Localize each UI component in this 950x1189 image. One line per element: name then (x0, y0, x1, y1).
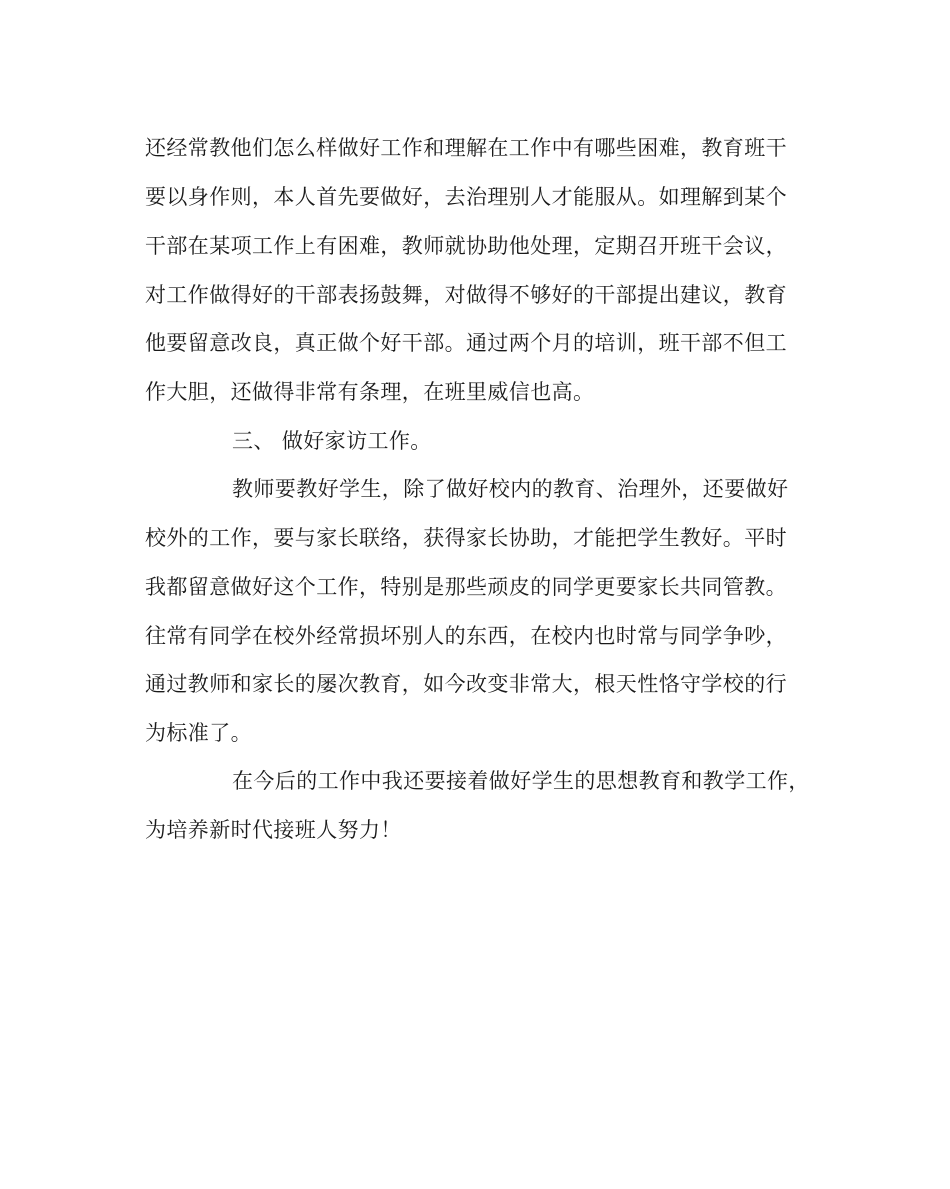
paragraph-line: 通过教师和家长的屡次教育，如今改变非常大，根天性恪守学校的行 (145, 672, 787, 696)
paragraph-line: 校外的工作，要与家长联络，获得家长协助，才能把学生教好。平时 (145, 526, 787, 550)
paragraph-line: 干部在某项工作上有困难，教师就协助他处理，定期召开班干会议， (145, 234, 787, 258)
paragraph-line: 对工作做得好的干部表扬鼓舞，对做得不够好的干部提出建议，教育 (145, 283, 787, 307)
paragraph-line: 教师要教好学生，除了做好校内的教育、治理外，还要做好 (232, 477, 789, 501)
paragraph-line: 往常有同学在校外经常损坏别人的东西，在校内也时常与同学争吵， (145, 624, 787, 648)
paragraph-line: 为培养新时代接班人努力！ (145, 818, 402, 842)
section-heading: 三、 做好家访工作。 (232, 429, 432, 453)
paragraph-line: 要以身作则，本人首先要做好，去治理别人才能服从。如理解到某个 (145, 185, 787, 209)
paragraph-line: 为标准了。 (145, 721, 252, 745)
paragraph-line: 作大胆，还做得非常有条理，在班里威信也高。 (145, 380, 595, 404)
paragraph-line: 我都留意做好这个工作，特别是那些顽皮的同学更要家长共同管教。 (145, 575, 787, 599)
paragraph-line: 他要留意改良，真正做个好干部。通过两个月的培训，班干部不但工 (145, 331, 787, 355)
paragraph-line: 在今后的工作中我还要接着做好学生的思想教育和教学工作， (232, 769, 810, 793)
paragraph-line: 还经常教他们怎么样做好工作和理解在工作中有哪些困难，教育班干 (145, 136, 787, 160)
